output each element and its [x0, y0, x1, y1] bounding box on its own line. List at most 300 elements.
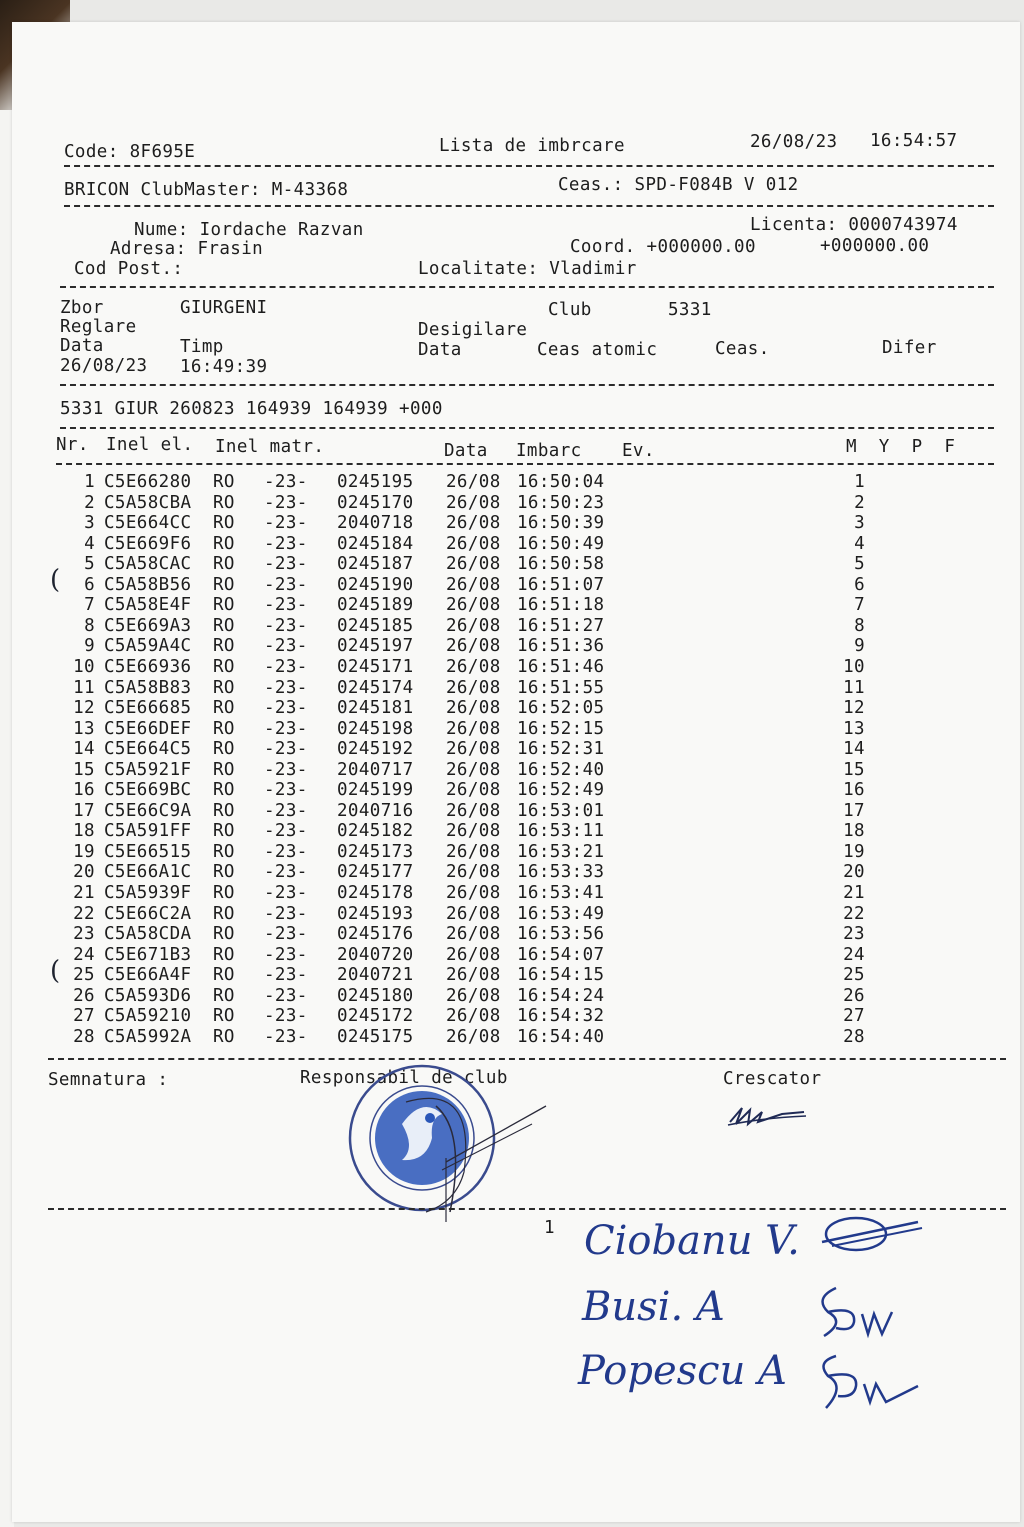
cell-inel: C5E66A1C [104, 862, 192, 883]
cell-m: 9 [854, 636, 865, 657]
cell-matr: 0245189 [337, 595, 414, 616]
owner-coord-2: +000000.00 [820, 236, 930, 256]
table-row [12, 1006, 1020, 1027]
table-row [12, 575, 1020, 596]
cell-m: 8 [854, 615, 865, 636]
cell-year: -23- [264, 615, 308, 636]
cell-country: RO [213, 574, 235, 595]
breeder-label: Crescator [723, 1069, 822, 1089]
cell-inel: C5A5939F [104, 883, 192, 903]
cell-m: 7 [854, 595, 865, 616]
cell-time: 16:51:36 [517, 636, 605, 657]
cell-date: 26/08 [446, 985, 501, 1006]
cell-nr: 23 [73, 924, 95, 945]
cell-time: 16:51:27 [517, 615, 605, 636]
clock-id: Ceas.: SPD-F084B V 012 [558, 175, 799, 195]
cell-time: 16:50:58 [517, 554, 605, 575]
col-ev: Ev. [622, 441, 655, 461]
table-row [12, 1027, 1020, 1048]
cell-nr: 11 [73, 677, 95, 698]
cell-date: 26/08 [446, 800, 501, 821]
table-row [12, 472, 1020, 493]
cell-inel: C5A58E4F [104, 595, 192, 616]
divider [64, 205, 994, 207]
postal-code: Cod Post.: [74, 259, 184, 279]
table-row [12, 534, 1020, 555]
cell-time: 16:53:56 [517, 924, 605, 945]
clubmaster-label: BRICON ClubMaster: M-43368 [64, 180, 349, 200]
cell-time: 16:50:39 [517, 513, 605, 534]
atomic-clock-label: Ceas atomic [537, 340, 658, 360]
cell-country: RO [213, 636, 235, 657]
cell-time: 16:53:49 [517, 903, 605, 924]
cell-time: 16:54:15 [517, 965, 605, 986]
cell-inel: C5E66C9A [104, 800, 192, 821]
page-number: 1 [544, 1218, 555, 1238]
difference-label: Difer [882, 338, 937, 358]
cell-time: 16:51:55 [517, 677, 605, 698]
cell-nr: 10 [73, 656, 95, 677]
cell-m: 14 [843, 739, 865, 760]
cell-nr: 22 [73, 903, 95, 924]
table-row [12, 595, 1020, 616]
cell-m: 20 [843, 862, 865, 883]
cell-date: 26/08 [446, 656, 501, 677]
summary-line: 5331 GIUR 260823 164939 164939 +000 [60, 399, 443, 419]
cell-time: 16:52:31 [517, 739, 605, 760]
cell-nr: 14 [73, 739, 95, 760]
cell-country: RO [213, 718, 235, 739]
cell-date: 26/08 [446, 759, 501, 780]
signature-label: Semnatura : [48, 1070, 169, 1090]
cell-inel: C5E669BC [104, 780, 192, 801]
cell-date: 26/08 [446, 472, 501, 492]
cell-time: 16:53:11 [517, 821, 605, 842]
cell-date: 26/08 [446, 883, 501, 903]
cell-time: 16:52:49 [517, 780, 605, 801]
table-row [12, 780, 1020, 801]
cell-m: 28 [843, 1026, 865, 1047]
cell-matr: 0245181 [337, 698, 414, 719]
cell-country: RO [213, 780, 235, 801]
table-row [12, 842, 1020, 863]
cell-m: 24 [843, 944, 865, 965]
table-row [12, 678, 1020, 699]
cell-matr: 2040720 [337, 944, 414, 965]
table-row [12, 719, 1020, 740]
club-responsible-label: Responsabil de club [300, 1068, 508, 1088]
cell-time: 16:53:33 [517, 862, 605, 883]
divider [48, 1058, 1006, 1060]
cell-nr: 25 [73, 965, 95, 986]
cell-date: 26/08 [446, 595, 501, 616]
signature-2 [806, 1278, 916, 1348]
cell-m: 21 [843, 883, 865, 903]
cell-year: -23- [264, 780, 308, 801]
flight-label: Zbor [60, 298, 104, 318]
cell-date: 26/08 [446, 1026, 501, 1047]
cell-nr: 20 [73, 862, 95, 883]
cell-m: 18 [843, 821, 865, 842]
reglare-label: Reglare [60, 317, 137, 337]
owner-coord: Coord. +000000.00 [570, 237, 756, 257]
cell-country: RO [213, 595, 235, 616]
cell-nr: 12 [73, 698, 95, 719]
table-row [12, 821, 1020, 842]
cell-date: 26/08 [446, 636, 501, 657]
printed-sheet [12, 22, 1020, 1522]
cell-time: 16:52:05 [517, 698, 605, 719]
document-title: Lista de imbrcare [439, 136, 625, 156]
club-label: Club [548, 300, 592, 320]
cell-nr: 24 [73, 944, 95, 965]
owner-address: Adresa: Frasin [110, 239, 264, 259]
col-nr: Nr. [56, 435, 89, 455]
cell-date: 26/08 [446, 821, 501, 842]
cell-m: 11 [843, 677, 865, 698]
cell-m: 22 [843, 903, 865, 924]
reglare-date: 26/08/23 [60, 356, 148, 376]
cell-time: 16:53:41 [517, 883, 605, 903]
cell-nr: 7 [84, 595, 95, 616]
cell-time: 16:52:15 [517, 718, 605, 739]
cell-date: 26/08 [446, 554, 501, 575]
cell-time: 16:54:24 [517, 985, 605, 1006]
cell-country: RO [213, 841, 235, 862]
cell-nr: 16 [73, 780, 95, 801]
cell-date: 26/08 [446, 615, 501, 636]
cell-inel: C5E66DEF [104, 718, 192, 739]
reglare-time: 16:49:39 [180, 357, 268, 377]
cell-date: 26/08 [446, 841, 501, 862]
cell-m: 3 [854, 513, 865, 534]
table-row [12, 657, 1020, 678]
cell-m: 15 [843, 759, 865, 780]
cell-country: RO [213, 492, 235, 513]
table-row [12, 801, 1020, 822]
cell-inel: C5E669F6 [104, 533, 192, 554]
cell-nr: 18 [73, 821, 95, 842]
table-row [12, 493, 1020, 514]
cell-country: RO [213, 903, 235, 924]
table-row [12, 904, 1020, 925]
cell-year: -23- [264, 1006, 308, 1027]
cell-country: RO [213, 985, 235, 1006]
cell-matr: 2040716 [337, 800, 414, 821]
cell-year: -23- [264, 924, 308, 945]
cell-nr: 15 [73, 759, 95, 780]
cell-m: 27 [843, 1006, 865, 1027]
col-myp: M Y P F [846, 437, 956, 457]
cell-year: -23- [264, 759, 308, 780]
col-imbarc: Imbarc [516, 441, 582, 461]
signature-3 [806, 1346, 926, 1416]
cell-time: 16:54:07 [517, 944, 605, 965]
col-inel-matr: Inel matr. [215, 437, 325, 457]
handwritten-name-2: Busi. A [582, 1284, 725, 1330]
cell-country: RO [213, 800, 235, 821]
cell-year: -23- [264, 985, 308, 1006]
table-row [12, 924, 1020, 945]
cell-time: 16:50:04 [517, 472, 605, 492]
divider [60, 384, 994, 386]
owner-license: Licenta: 0000743974 [750, 215, 958, 235]
cell-matr: 0245193 [337, 903, 414, 924]
cell-matr: 0245199 [337, 780, 414, 801]
code-label: Code: 8F695E [64, 142, 196, 162]
table-row [12, 986, 1020, 1007]
cell-date: 26/08 [446, 513, 501, 534]
cell-time: 16:54:32 [517, 1006, 605, 1027]
cell-inel: C5E664C5 [104, 739, 192, 760]
cell-m: 1 [854, 472, 865, 492]
cell-year: -23- [264, 862, 308, 883]
cell-time: 16:53:01 [517, 800, 605, 821]
cell-matr: 0245176 [337, 924, 414, 945]
cell-inel: C5E66515 [104, 841, 192, 862]
data-label: Data [60, 336, 104, 356]
cell-year: -23- [264, 554, 308, 575]
cell-year: -23- [264, 739, 308, 760]
cell-date: 26/08 [446, 903, 501, 924]
cell-year: -23- [264, 698, 308, 719]
table-row [12, 945, 1020, 966]
cell-nr: 9 [84, 636, 95, 657]
cell-year: -23- [264, 472, 308, 492]
cell-m: 5 [854, 554, 865, 575]
cell-m: 25 [843, 965, 865, 986]
cell-nr: 17 [73, 800, 95, 821]
cell-year: -23- [264, 841, 308, 862]
cell-matr: 0245174 [337, 677, 414, 698]
cell-m: 6 [854, 574, 865, 595]
cell-year: -23- [264, 718, 308, 739]
cell-nr: 2 [84, 492, 95, 513]
cell-inel: C5A591FF [104, 821, 192, 842]
cell-time: 16:51:46 [517, 656, 605, 677]
cell-year: -23- [264, 656, 308, 677]
cell-time: 16:52:40 [517, 759, 605, 780]
flight-name: GIURGENI [180, 298, 268, 318]
cell-inel: C5E66A4F [104, 965, 192, 986]
cell-time: 16:50:49 [517, 533, 605, 554]
cell-m: 4 [854, 533, 865, 554]
cell-matr: 0245171 [337, 656, 414, 677]
cell-country: RO [213, 677, 235, 698]
breeder-signature [722, 1094, 812, 1134]
hand-mark-row-6: ( [50, 565, 61, 595]
cell-matr: 0245192 [337, 739, 414, 760]
hand-mark-row-25: ( [50, 956, 61, 986]
cell-date: 26/08 [446, 492, 501, 513]
cell-matr: 0245170 [337, 492, 414, 513]
cell-inel: C5A59A4C [104, 636, 192, 657]
cell-nr: 13 [73, 718, 95, 739]
cell-matr: 0245197 [337, 636, 414, 657]
cell-m: 2 [854, 492, 865, 513]
cell-year: -23- [264, 595, 308, 616]
cell-country: RO [213, 1026, 235, 1047]
cell-year: -23- [264, 1026, 308, 1047]
cell-inel: C5A58B56 [104, 574, 192, 595]
cell-date: 26/08 [446, 924, 501, 945]
cell-date: 26/08 [446, 739, 501, 760]
cell-time: 16:50:23 [517, 492, 605, 513]
desigilare-label: Desigilare [418, 320, 528, 340]
divider [60, 427, 994, 429]
cell-inel: C5E669A3 [104, 615, 192, 636]
cell-year: -23- [264, 574, 308, 595]
cell-inel: C5A58B83 [104, 677, 192, 698]
locality: Localitate: Vladimir [418, 259, 637, 279]
divider [56, 463, 994, 465]
cell-nr: 3 [84, 513, 95, 534]
table-row [12, 554, 1020, 575]
handwritten-name-3: Popescu A [578, 1348, 787, 1394]
cell-year: -23- [264, 800, 308, 821]
cell-inel: C5E664CC [104, 513, 192, 534]
owner-name: Nume: Iordache Razvan [134, 220, 364, 240]
cell-matr: 0245182 [337, 821, 414, 842]
cell-matr: 2040721 [337, 965, 414, 986]
cell-m: 10 [843, 656, 865, 677]
cell-inel: C5A58CAC [104, 554, 192, 575]
cell-matr: 0245180 [337, 985, 414, 1006]
cell-nr: 28 [73, 1026, 95, 1047]
cell-year: -23- [264, 513, 308, 534]
table-row [12, 965, 1020, 986]
divider [64, 165, 994, 167]
divider [60, 286, 994, 288]
cell-time: 16:51:18 [517, 595, 605, 616]
cell-date: 26/08 [446, 944, 501, 965]
cell-country: RO [213, 698, 235, 719]
cell-inel: C5E671B3 [104, 944, 192, 965]
cell-year: -23- [264, 636, 308, 657]
cell-m: 19 [843, 841, 865, 862]
club-value: 5331 [668, 300, 712, 320]
cell-inel: C5E66685 [104, 698, 192, 719]
cell-date: 26/08 [446, 780, 501, 801]
cell-date: 26/08 [446, 533, 501, 554]
cell-time: 16:54:40 [517, 1026, 605, 1047]
cell-date: 26/08 [446, 862, 501, 883]
cell-country: RO [213, 1006, 235, 1027]
cell-year: -23- [264, 965, 308, 986]
cell-m: 16 [843, 780, 865, 801]
cell-country: RO [213, 862, 235, 883]
cell-m: 12 [843, 698, 865, 719]
timp-label: Timp [180, 337, 224, 357]
cell-nr: 5 [84, 554, 95, 575]
cell-m: 23 [843, 924, 865, 945]
cell-date: 26/08 [446, 1006, 501, 1027]
cell-matr: 0245172 [337, 1006, 414, 1027]
cell-inel: C5E66C2A [104, 903, 192, 924]
cell-matr: 0245195 [337, 472, 414, 492]
cell-date: 26/08 [446, 677, 501, 698]
cell-nr: 26 [73, 985, 95, 1006]
cell-m: 17 [843, 800, 865, 821]
cell-inel: C5A58CDA [104, 924, 192, 945]
cell-inel: C5E66280 [104, 472, 192, 492]
cell-date: 26/08 [446, 965, 501, 986]
cell-date: 26/08 [446, 698, 501, 719]
signature-1 [812, 1202, 932, 1262]
data-label-2: Data [418, 340, 462, 360]
cell-matr: 0245187 [337, 554, 414, 575]
cell-country: RO [213, 759, 235, 780]
table-row [12, 883, 1020, 904]
table-row [12, 739, 1020, 760]
cell-nr: 8 [84, 615, 95, 636]
handwritten-name-1: Ciobanu V. [584, 1218, 800, 1264]
cell-country: RO [213, 821, 235, 842]
table-row [12, 636, 1020, 657]
cell-nr: 19 [73, 841, 95, 862]
cell-m: 13 [843, 718, 865, 739]
cell-date: 26/08 [446, 718, 501, 739]
cell-year: -23- [264, 677, 308, 698]
cell-year: -23- [264, 821, 308, 842]
cell-country: RO [213, 944, 235, 965]
cell-nr: 21 [73, 883, 95, 903]
cell-inel: C5A58CBA [104, 492, 192, 513]
print-date: 26/08/23 [750, 132, 838, 152]
cell-nr: 1 [84, 472, 95, 492]
cell-matr: 0245185 [337, 615, 414, 636]
col-inel-el: Inel el. [106, 435, 194, 455]
cell-matr: 0245198 [337, 718, 414, 739]
cell-year: -23- [264, 492, 308, 513]
cell-matr: 0245177 [337, 862, 414, 883]
cell-country: RO [213, 739, 235, 760]
cell-country: RO [213, 533, 235, 554]
cell-nr: 6 [84, 574, 95, 595]
cell-country: RO [213, 883, 235, 903]
cell-country: RO [213, 615, 235, 636]
cell-country: RO [213, 472, 235, 492]
cell-year: -23- [264, 533, 308, 554]
cell-year: -23- [264, 944, 308, 965]
cell-matr: 0245184 [337, 533, 414, 554]
table-row [12, 862, 1020, 883]
cell-country: RO [213, 965, 235, 986]
cell-matr: 0245190 [337, 574, 414, 595]
cell-matr: 0245175 [337, 1026, 414, 1047]
federation-stamp [346, 1062, 566, 1222]
cell-m: 26 [843, 985, 865, 1006]
cell-nr: 27 [73, 1006, 95, 1027]
table-row [12, 513, 1020, 534]
cell-inel: C5A593D6 [104, 985, 192, 1006]
cell-year: -23- [264, 903, 308, 924]
cell-country: RO [213, 554, 235, 575]
cell-time: 16:51:07 [517, 574, 605, 595]
cell-inel: C5A5921F [104, 759, 192, 780]
clock-label: Ceas. [715, 339, 770, 359]
cell-matr: 0245173 [337, 841, 414, 862]
cell-time: 16:53:21 [517, 841, 605, 862]
cell-matr: 0245178 [337, 883, 414, 903]
cell-country: RO [213, 513, 235, 534]
table-row [12, 760, 1020, 781]
cell-matr: 2040718 [337, 513, 414, 534]
col-data: Data [444, 441, 488, 461]
cell-inel: C5A59210 [104, 1006, 192, 1027]
cell-country: RO [213, 656, 235, 677]
cell-country: RO [213, 924, 235, 945]
